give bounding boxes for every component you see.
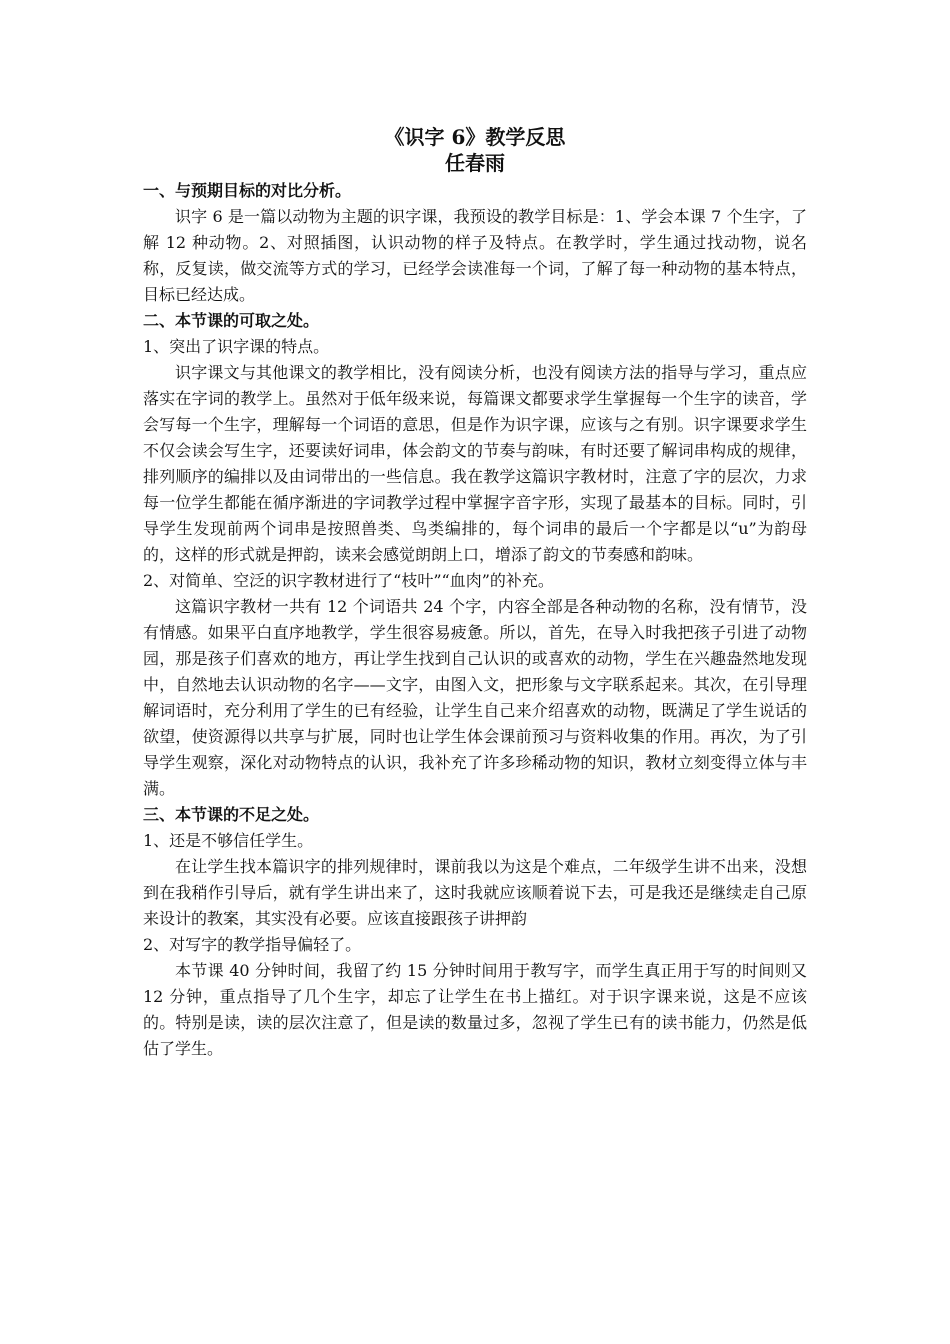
section-comparison [143,178,807,308]
section-heading: 三、本节课的不足之处。 [143,805,320,824]
document-page [143,124,807,1062]
section-paragraph: 识字课文与其他课文的教学相比，没有阅读分析，也没有阅读方法的指导与学习，重点应落实在字词的教学上。虽然对于低年级来说，每篇课文都要求学生掌握每一个生字的读音，学会写每一个生字，理解每一个词语的意思，但是作为识字课，应该与之有别。识字课要求学生不仅会读会写生字，还要读好词串，体会韵文的节奏与韵味，有时还要了解词串构成的规律，排列顺序的编排以及由词带出的一些信息。我在教学这篇识字教材时，注意了字的层次，力求每一位学生都能在循序渐进的字词教学过程中掌握字音字形，实现了最基本的目标。同时，引导学生发现前两个词串是按照兽类、鸟类编排的，每个词串的最后一个字都是以“u”为韵母的，这样的形式就是押韵，读来会感觉朗朗上口，增添了韵文的节奏感和韵味。 [143,363,807,564]
section-paragraph: 识字 6 是一篇以动物为主题的识字课，我预设的教学目标是：1、学会本课 7 个生字，了解 12 种动物。2、对照插图，认识动物的样子及特点。在教学时，学生通过找动物，说名称，反复读，做交流等方式的学习，已经学会读准每一个词，了解了每一种动物的基本特点， 目标已经达成。 [143,207,807,304]
section-paragraph: 这篇识字教材一共有 12 个词语共 24 个字，内容全部是各种动物的名称，没有情节，没有情感。如果平白直序地教学，学生很容易疲惫。所以，首先，在导入时我把孩子引进了动物园，那是孩子们喜欢的地方，再让学生找到自己认识的或喜欢的动物，学生在兴趣盎然地发现中，自然地去认识动物的名字——文字，由图入文，把形象与文字联系起来。其次，在引导理解词语时，充分利用了学生的已有经验，让学生自己来介绍喜欢的动物，既满足了学生说话的欲望，使资源得以共享与扩展，同时也让学生体会课前预习与资料收集的作用。再次，为了引导学生观察，深化对动物特点的认识，我补充了许多珍稀动物的知识，教材立刻变得立体与丰满。 [143,597,807,798]
section-heading: 二、本节课的可取之处。 [143,311,320,330]
subsection-title: 1、还是不够信任学生。 [143,831,314,850]
section-shortcomings [143,802,807,1062]
section-strengths [143,308,807,802]
subsection-title: 1、突出了识字课的特点。 [143,337,330,356]
section-paragraph: 在让学生找本篇识字的排列规律时，课前我以为这是个难点，二年级学生讲不出来，没想到在我稍作引导后，就有学生讲出来了，这时我就应该顺着说下去，可是我还是继续走自己原来设计的教案，其实没有必要。应该直接跟孩子讲押韵 [143,857,807,928]
subsection-title: 2、对写字的教学指导偏轻了。 [143,935,362,954]
subsection-title: 2、对简单、空泛的识字教材进行了“枝叶”“血肉”的补充。 [143,571,554,590]
section-heading: 一、与预期目标的对比分析。 [143,181,352,200]
document-title: 《识字 6》教学反思 [384,125,566,149]
document-author: 任春雨 [445,151,505,175]
section-paragraph: 本节课 40 分钟时间，我留了约 15 分钟时间用于教写字，而学生真正用于写的时间则又 12 分钟，重点指导了几个生字，却忘了让学生在书上描红。对于识字课来说，这是不应该的。特别是读，读的层次注意了，但是读的数量过多，忽视了学生已有的读书能力，仍然是低估了学生。 [143,961,807,1058]
